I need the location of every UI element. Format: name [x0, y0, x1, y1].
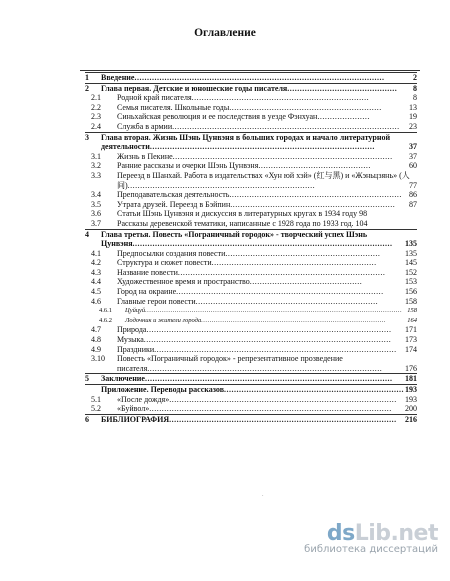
toc-title: БИБЛИОГРАФИЯ........................................................................................... [101, 414, 397, 424]
toc-chapter-row [85, 384, 417, 395]
toc-page-number: 23 [409, 121, 417, 131]
toc-title: Цуйцуй......................................................................................................................... [125, 307, 403, 315]
toc-title: Рассказы деревенской тематики, написанные с 1928 года по 1933 год. 104 [117, 218, 368, 228]
toc-chapter-row [85, 229, 417, 249]
dslib-watermark [304, 521, 438, 555]
toc-number: 3.7 [91, 218, 101, 228]
toc-title: Глава вторая. Жизнь Шэнь Цунвэня в больших городах и начало литературной деятельности.......................................................................................... [101, 132, 391, 152]
toc-page-number: 86 [409, 190, 417, 200]
toc-page-number: 171 [405, 325, 417, 335]
toc-number: 2.1 [91, 93, 101, 103]
toc-number: 3.6 [91, 209, 101, 219]
toc-title: Праздники................................................................................................. [117, 344, 397, 354]
toc-number: 2.4 [91, 121, 101, 131]
toc-title: Предпосылки создания повести.............................................................. [117, 248, 381, 258]
dslib-logo: dsLib.net [326, 521, 438, 546]
toc-title: Приложение. Переводы рассказов........................................................................ [101, 385, 405, 394]
toc-chapter-row [85, 414, 417, 425]
toc-section-row [85, 152, 417, 162]
toc-title: Повесть «Пограничный городок» - репрезентативное прозведение писателя.............................................................................................. [117, 354, 383, 373]
toc-title: Главные герои повести......................................................................... [117, 296, 379, 306]
dslib-subtitle: библиотека диссертаций [304, 544, 438, 555]
toc-section-row [85, 354, 417, 373]
toc-title: Преподавательская деятельность..................................................................... [117, 190, 402, 200]
toc-title: Структура и сюжет повести.................................................................. [117, 258, 377, 268]
toc-page-number: 145 [405, 258, 417, 268]
toc-number: 4.3 [91, 267, 101, 277]
toc-page-number: 77 [409, 180, 417, 190]
toc-number: 4.9 [91, 344, 101, 354]
toc-section-row [85, 190, 417, 200]
toc-number: 2.3 [91, 112, 101, 122]
toc-page-number: 37 [409, 142, 417, 152]
table-of-contents [85, 72, 417, 424]
toc-title: Глава первая. Детские и юношеские годы писателя............................................ [101, 83, 398, 93]
toc-title: «После дождя»........................................................................................... [117, 394, 397, 404]
toc-section-row [85, 277, 417, 287]
toc-section-row [85, 325, 417, 335]
toc-title: Родной край писателя....................................................................... [117, 93, 370, 103]
toc-section-row [85, 93, 417, 103]
toc-section-row [85, 268, 417, 278]
toc-number: 4.6.2 [99, 316, 112, 324]
toc-chapter-row [85, 373, 417, 384]
toc-number: 1 [85, 73, 89, 82]
toc-title: «Буйвол»................................................................................................. [117, 404, 392, 414]
top-rule [80, 70, 420, 71]
toc-section-row [85, 209, 417, 219]
toc-number: 4.8 [91, 335, 101, 345]
toc-page-number: 2 [413, 73, 417, 82]
toc-number: 4.2 [91, 258, 101, 268]
toc-number: 3.4 [91, 190, 101, 200]
toc-number: 6 [85, 414, 89, 424]
toc-section-row [85, 404, 417, 414]
toc-number: 3.1 [91, 151, 101, 161]
toc-title: Природа.................................................................................................. [117, 325, 392, 335]
toc-section-row [85, 258, 417, 268]
toc-section-row [85, 395, 417, 405]
toc-number: 3.10 [91, 354, 105, 364]
toc-page-number: 135 [405, 239, 417, 249]
toc-number: 2.2 [91, 102, 101, 112]
toc-section-row [85, 335, 417, 345]
toc-title: Ранние рассказы и очерки Шэнь Цунвэня............................................. [117, 161, 371, 171]
toc-title: Название повести................................................................................... [117, 267, 386, 277]
toc-section-row [85, 103, 417, 113]
toc-number: 4.1 [91, 248, 101, 258]
toc-page-number: 135 [405, 248, 417, 258]
toc-page-number: 174 [405, 344, 417, 354]
toc-number: 3 [85, 132, 89, 142]
toc-section-row [85, 122, 417, 132]
toc-number: 2 [85, 83, 89, 93]
toc-title: Переезд в Шанхай. Работа в издательствах «Хун юй хэй» (红与黑) и «Жэньцзянь» (人间)........................................................................... [117, 170, 410, 190]
toc-title: Город на окраине................................................................................... [117, 287, 384, 297]
toc-number: 5 [85, 374, 89, 384]
toc-page-number: 8 [413, 83, 417, 93]
toc-section-row [85, 161, 417, 171]
toc-page-number: 158 [407, 307, 417, 315]
toc-page-number: 152 [405, 267, 417, 277]
toc-number: 4.7 [91, 325, 101, 335]
toc-section-row [85, 297, 417, 307]
toc-page-number: 19 [409, 112, 417, 122]
toc-chapter-row [85, 132, 417, 152]
toc-page-number: 13 [409, 102, 417, 112]
toc-title: Художественное время и пространство............................................. [117, 277, 363, 287]
toc-number: 4.4 [91, 277, 101, 287]
toc-section-row [85, 287, 417, 297]
toc-page-number: 173 [405, 335, 417, 345]
toc-number: 3.3 [91, 170, 101, 180]
toc-page-number: 176 [405, 363, 417, 373]
toc-page-number: 87 [409, 199, 417, 209]
toc-number: 4.6 [91, 296, 101, 306]
toc-title: Служба в армии........................................................................................... [117, 121, 400, 131]
toc-title: Глава третья. Повесть «Пограничный городок» - творческий успех Шэнь Цунвэня........................................................................................................ [101, 229, 393, 249]
toc-page-number: 60 [409, 161, 417, 171]
toc-number: 4 [85, 229, 89, 239]
toc-subsection-row [85, 306, 417, 316]
toc-number: 5.2 [91, 404, 101, 414]
toc-title: Лодочник и жители города....................................................................................... [125, 316, 387, 324]
toc-page-number: 200 [405, 404, 417, 414]
page-title: Оглавление [194, 27, 256, 39]
toc-page-number: 164 [407, 316, 417, 324]
toc-title: Музыка................................................................................................... [117, 335, 392, 345]
toc-title: Семья писателя. Школьные годы............................................................. [117, 102, 382, 112]
toc-section-row [85, 200, 417, 210]
toc-page-number: 193 [405, 394, 417, 404]
toc-page-number: 181 [405, 374, 417, 384]
toc-title: Введение.................................................................................................... [101, 73, 385, 82]
page-mark: . [262, 492, 264, 498]
toc-title: Синьхайская революция и ее последствия в уезде Фэнхуан..................... [117, 112, 370, 122]
toc-title: Жизнь в Пекине........................................................................................ [117, 151, 393, 161]
toc-subsection-row [85, 316, 417, 326]
toc-chapter-row [85, 83, 417, 94]
toc-title: Статьи Шэнь Цунвэня и дискуссия в литературных кругах в 1934 году 98 [117, 209, 368, 219]
toc-title: Утрата друзей. Переезд в Бэйпин.................................................................. [117, 199, 396, 209]
toc-page-number: 156 [405, 287, 417, 297]
toc-number: 4.6.1 [99, 307, 112, 315]
toc-section-row [85, 171, 417, 190]
toc-chapter-row [85, 72, 417, 83]
toc-page-number: 8 [413, 93, 417, 103]
toc-page-number: 158 [405, 296, 417, 306]
toc-number: 3.2 [91, 161, 101, 171]
toc-page-number: 216 [405, 414, 417, 424]
toc-section-row [85, 112, 417, 122]
toc-section-row [85, 219, 417, 229]
toc-page-number: 153 [405, 277, 417, 287]
toc-number: 4.5 [91, 287, 101, 297]
toc-number: 3.5 [91, 199, 101, 209]
toc-number: 5.1 [91, 394, 101, 404]
toc-page-number: 193 [405, 385, 417, 394]
toc-section-row [85, 249, 417, 259]
toc-page-number: 37 [409, 151, 417, 161]
toc-section-row [85, 345, 417, 355]
toc-title: Заключение................................................................................................... [101, 374, 393, 384]
